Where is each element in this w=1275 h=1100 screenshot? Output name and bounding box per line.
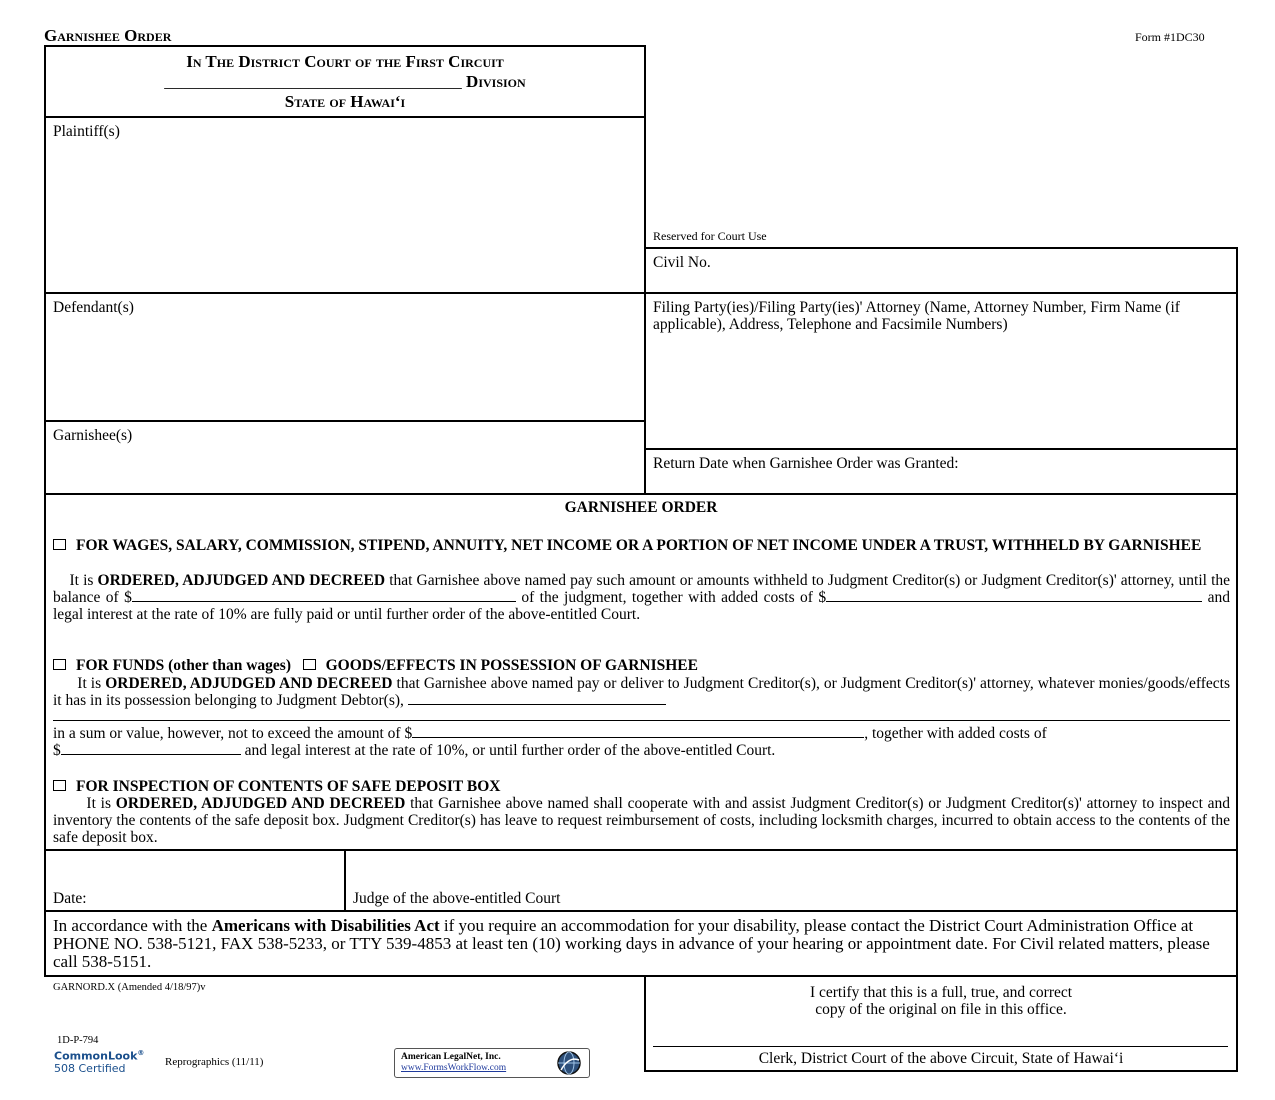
reserved-label: Reserved for Court Use <box>653 229 767 243</box>
certify-text <box>646 984 1236 1018</box>
division-blank: ___________________________________ <box>164 72 462 91</box>
legalnet-url[interactable]: www.FormsWorkFlow.com <box>401 1063 507 1073</box>
funds-checkbox[interactable] <box>53 659 66 670</box>
funds-dollar: $ <box>53 742 61 759</box>
wages-decree: ORDERED, ADJUDGED AND DECREED <box>97 572 386 589</box>
form-title: Garnishee Order <box>44 26 172 45</box>
safe-deposit-intro: It is <box>86 795 112 812</box>
wages-text-a: that Garnishee above named pay such amount or amounts withheld to Judgment Creditor(s) or Judgment Creditor(s)' attorney, until the balance of $ <box>53 572 1231 606</box>
wages-heading: FOR WAGES, SALARY, COMMISSION, STIPEND, ANNUITY, NET INCOME OR A PORTION OF NET INCOME UNDER A TRUST, WITHHELD BY GARNISHEE <box>76 537 1202 554</box>
wages-text-c: and legal interest at the rate of 10% are fully paid or until further order of the above-entitled Court. <box>53 589 1230 623</box>
safe-deposit-text: that Garnishee above named shall cooperate with and assist Judgment Creditor(s) or Judgment Creditor(s)' attorney to inspect and inventory the contents of the safe deposit box. Judgment Creditor(s) has leave to request reimbursement of costs, including locksmith charges, incurred to obtain access to the contents of the safe deposit box. <box>53 795 1231 846</box>
funds-heading: FOR FUNDS (other than wages) <box>76 657 291 674</box>
ada-text: if you require an accommodation for your disability, please contact the District Court Administration Office at PHONE NO. 538-5121, FAX 538-5233, or TTY 539-4853 at least ten (10) working days in advance of your hearing or appointment date. For Civil related matters, please call 538-5151. <box>53 916 1210 971</box>
safe-deposit-heading-row <box>53 778 1230 796</box>
division-line <box>46 72 644 92</box>
wages-heading-row <box>53 537 1230 554</box>
wages-text-b: of the judgment, together with added costs of $ <box>521 589 827 606</box>
wages-intro: It is <box>69 572 94 589</box>
form-number: Form #1DC30 <box>1135 30 1205 44</box>
legalnet-logo[interactable] <box>394 1048 590 1078</box>
form-code: 1D-P-794 <box>57 1035 99 1046</box>
funds-costs-field[interactable] <box>61 742 241 755</box>
funds-amount-field[interactable] <box>412 725 864 738</box>
debtor-field-line-2[interactable] <box>53 720 1230 721</box>
reprographics: Reprographics (11/11) <box>165 1056 264 1068</box>
safe-deposit-paragraph <box>53 795 1230 846</box>
safe-deposit-decree: ORDERED, ADJUDGED AND DECREED <box>115 795 406 812</box>
clerk-label: Clerk, District Court of the above Circuit, State of Hawai‘i <box>758 1050 1124 1067</box>
commonlook-logo <box>54 1047 144 1075</box>
commonlook-reg: ® <box>137 1049 145 1057</box>
commonlook-certified: 508 Certified <box>54 1061 126 1075</box>
judge-label: Judge of the above-entitled Court <box>353 890 561 907</box>
legalnet-name: American LegalNet, Inc. <box>401 1052 501 1062</box>
wages-costs-field[interactable] <box>826 589 1202 602</box>
safe-deposit-heading: FOR INSPECTION OF CONTENTS OF SAFE DEPOSIT BOX <box>76 778 501 795</box>
funds-text-a: that Garnishee above named pay or deliver to Judgment Creditor(s), or Judgment Creditor(s)' attorney, whatever monies/goods/effects it has in its possession belonging to Judgment Debtor(s), <box>53 675 1231 709</box>
globe-icon <box>555 1050 583 1076</box>
court-state: State of Hawai‘i <box>284 92 406 111</box>
goods-checkbox[interactable] <box>303 659 316 670</box>
return-date-label: Return Date when Garnishee Order was Granted: <box>653 455 959 472</box>
plaintiff-label: Plaintiff(s) <box>53 123 120 140</box>
division-label: Division <box>466 72 526 91</box>
funds-paragraph <box>53 675 1230 709</box>
garnishee-label: Garnishee(s) <box>53 427 133 444</box>
order-heading: GARNISHEE ORDER <box>564 499 718 516</box>
funds-text-c: , together with added costs of <box>864 725 1047 742</box>
funds-paragraph-2 <box>53 725 1230 759</box>
ada-act: Americans with Disabilities Act <box>211 916 440 935</box>
debtor-field[interactable] <box>408 692 666 705</box>
funds-heading-row <box>53 657 1230 675</box>
wages-checkbox[interactable] <box>53 539 66 550</box>
filing-party-label: Filing Party(ies)/Filing Party(ies)' Attorney (Name, Attorney Number, Firm Name (if applicable), Address, Telephone and Facsimile Numbers) <box>653 299 1180 333</box>
civil-no-label: Civil No. <box>653 254 711 271</box>
funds-text-b: in a sum or value, however, not to exceed the amount of $ <box>53 725 413 742</box>
defendant-label: Defendant(s) <box>53 299 134 316</box>
amended-label: GARNORD.X (Amended 4/18/97)v <box>53 982 206 993</box>
funds-intro: It is <box>77 675 102 692</box>
certify-line-1: I certify that this is a full, true, and correct <box>809 984 1073 1001</box>
court-name: In The District Court of the First Circuit <box>186 52 504 71</box>
funds-text-e: and legal interest at the rate of 10%, or until further order of the above-entitled Court. <box>244 742 776 759</box>
funds-decree: ORDERED, ADJUDGED AND DECREED <box>105 675 393 692</box>
ada-notice <box>53 917 1230 971</box>
clerk-signature-line[interactable] <box>653 1046 1228 1047</box>
date-label: Date: <box>53 890 87 907</box>
ada-intro: In accordance with the <box>53 916 208 935</box>
goods-heading: GOODS/EFFECTS IN POSSESSION OF GARNISHEE <box>325 657 698 674</box>
court-caption <box>46 52 644 112</box>
safe-deposit-checkbox[interactable] <box>53 780 66 791</box>
wages-balance-field[interactable] <box>132 589 516 602</box>
commonlook-name: CommonLook <box>54 1049 138 1063</box>
wages-paragraph <box>53 572 1230 623</box>
certify-line-2: copy of the original on file in this office. <box>815 1001 1067 1018</box>
